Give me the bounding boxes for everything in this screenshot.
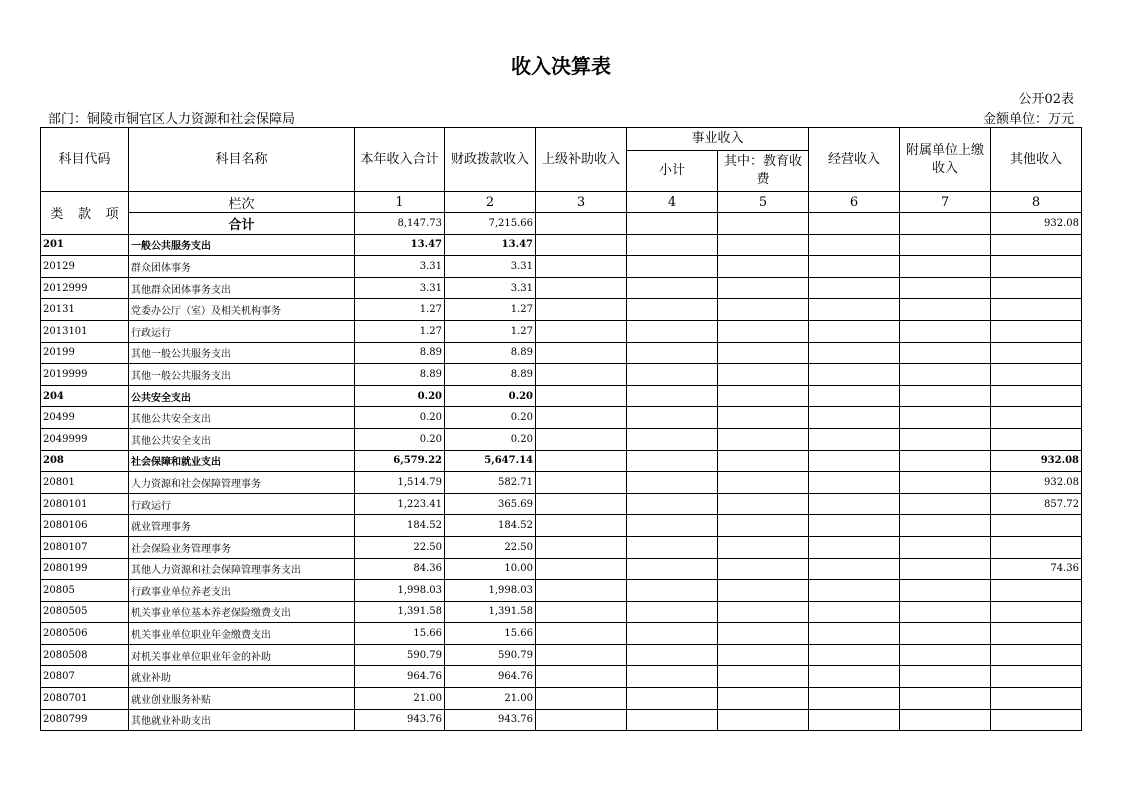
- business-edu-cell: [718, 493, 809, 515]
- table-row: [41, 428, 1082, 450]
- subject-code-cell: 2080508: [41, 644, 129, 666]
- business-subtotal-cell: [627, 342, 718, 364]
- department-label: 部门：铜陵市铜官区人力资源和社会保障局: [48, 112, 296, 127]
- subject-name-cell: 对机关事业单位职业年金的补助: [129, 644, 355, 666]
- subject-code-cell: 2080107: [41, 536, 129, 558]
- other-income-cell: 932.08: [991, 450, 1082, 472]
- subject-code-cell: 20805: [41, 580, 129, 602]
- col-number: 5: [718, 192, 809, 213]
- operating-income-cell: [809, 299, 900, 321]
- subject-name-cell: 就业管理事务: [129, 515, 355, 537]
- superior-subsidy-cell: [536, 644, 627, 666]
- superior-subsidy-cell: [536, 277, 627, 299]
- other-income-cell: [991, 515, 1082, 537]
- operating-income-cell: [809, 688, 900, 710]
- table-row: [41, 320, 1082, 342]
- fiscal-appropriation-cell: 1.27: [445, 299, 536, 321]
- business-subtotal-cell: [627, 493, 718, 515]
- business-subtotal-cell: [627, 580, 718, 602]
- table-row: [41, 385, 1082, 407]
- total-income-cell: 15.66: [355, 623, 445, 645]
- superior-subsidy-cell: [536, 234, 627, 256]
- operating-income-cell: [809, 450, 900, 472]
- subject-name-cell: 就业创业服务补贴: [129, 688, 355, 710]
- subject-code-cell: 2012999: [41, 277, 129, 299]
- affiliated-income-cell: [900, 385, 991, 407]
- header-operating: 经营收入: [809, 128, 900, 192]
- affiliated-income-cell: [900, 234, 991, 256]
- operating-income-cell: [809, 666, 900, 688]
- operating-income-cell: [809, 623, 900, 645]
- subject-code-cell: 20499: [41, 407, 129, 429]
- operating-income-cell: [809, 407, 900, 429]
- other-income-cell: [991, 428, 1082, 450]
- superior-subsidy-cell: [536, 385, 627, 407]
- fiscal-appropriation-cell: 8.89: [445, 342, 536, 364]
- superior-subsidy-cell: [536, 709, 627, 731]
- fiscal-appropriation-cell: 10.00: [445, 558, 536, 580]
- header-xiang: 项: [105, 207, 119, 223]
- affiliated-income-cell: [900, 558, 991, 580]
- superior-subsidy-cell: [536, 299, 627, 321]
- total-income-cell: 964.76: [355, 666, 445, 688]
- table-row: [41, 342, 1082, 364]
- table-row: [41, 644, 1082, 666]
- other-income-cell: [991, 644, 1082, 666]
- operating-income-cell: [809, 342, 900, 364]
- total-income-cell: 590.79: [355, 644, 445, 666]
- lei-kuan-xiang-cell: [41, 192, 129, 235]
- subject-code-cell: 2080505: [41, 601, 129, 623]
- col-number: 7: [900, 192, 991, 213]
- superior-subsidy-cell: [536, 558, 627, 580]
- affiliated-income-cell: [900, 644, 991, 666]
- other-income-cell: 932.08: [991, 472, 1082, 494]
- total-row: [41, 213, 1082, 235]
- operating-income-cell: [809, 536, 900, 558]
- affiliated-income-cell: [900, 299, 991, 321]
- operating-income-cell: [809, 277, 900, 299]
- other-income-cell: [991, 342, 1082, 364]
- business-edu-cell: [718, 666, 809, 688]
- header-kuan: 款: [77, 207, 91, 223]
- operating-income-cell: [809, 385, 900, 407]
- business-edu-cell: [718, 623, 809, 645]
- business-edu-cell: [718, 234, 809, 256]
- business-subtotal-cell: [627, 320, 718, 342]
- header-affiliated: 附属单位上缴收入: [900, 128, 991, 192]
- operating-income-cell: [809, 644, 900, 666]
- subject-name-cell: 行政事业单位养老支出: [129, 580, 355, 602]
- business-edu-cell: [718, 213, 809, 235]
- fiscal-appropriation-cell: 0.20: [445, 385, 536, 407]
- superior-subsidy-cell: [536, 472, 627, 494]
- total-income-cell: 1,391.58: [355, 601, 445, 623]
- subject-code-cell: 20801: [41, 472, 129, 494]
- business-subtotal-cell: [627, 536, 718, 558]
- business-subtotal-cell: [627, 666, 718, 688]
- column-number-row: [41, 192, 1082, 213]
- table-body: [41, 192, 1082, 731]
- unit-label: 金额单位：万元: [982, 112, 1074, 127]
- affiliated-income-cell: [900, 450, 991, 472]
- business-subtotal-cell: [627, 385, 718, 407]
- total-income-cell: 21.00: [355, 688, 445, 710]
- operating-income-cell: [809, 709, 900, 731]
- subject-code-cell: 208: [41, 450, 129, 472]
- fiscal-appropriation-cell: 8.89: [445, 364, 536, 386]
- operating-income-cell: [809, 515, 900, 537]
- affiliated-income-cell: [900, 709, 991, 731]
- table-row: [41, 536, 1082, 558]
- header-business-subtotal: 小计: [627, 151, 718, 192]
- fiscal-appropriation-cell: 3.31: [445, 277, 536, 299]
- subject-code-cell: 20199: [41, 342, 129, 364]
- superior-subsidy-cell: [536, 450, 627, 472]
- operating-income-cell: [809, 428, 900, 450]
- superior-subsidy-cell: [536, 601, 627, 623]
- business-subtotal-cell: [627, 256, 718, 278]
- fiscal-appropriation-cell: 5,647.14: [445, 450, 536, 472]
- table-row: [41, 364, 1082, 386]
- other-income-cell: [991, 234, 1082, 256]
- business-subtotal-cell: [627, 299, 718, 321]
- subject-name-cell: 机关事业单位基本养老保险缴费支出: [129, 601, 355, 623]
- subject-name-cell: 其他公共安全支出: [129, 407, 355, 429]
- business-edu-cell: [718, 688, 809, 710]
- other-income-cell: [991, 277, 1082, 299]
- business-subtotal-cell: [627, 277, 718, 299]
- table-row: [41, 472, 1082, 494]
- fiscal-appropriation-cell: 1,998.03: [445, 580, 536, 602]
- subject-name-cell: 社会保险业务管理事务: [129, 536, 355, 558]
- superior-subsidy-cell: [536, 256, 627, 278]
- subject-code-cell: 2080799: [41, 709, 129, 731]
- operating-income-cell: [809, 234, 900, 256]
- affiliated-income-cell: [900, 364, 991, 386]
- business-edu-cell: [718, 342, 809, 364]
- fiscal-appropriation-cell: 964.76: [445, 666, 536, 688]
- total-income-cell: 6,579.22: [355, 450, 445, 472]
- fiscal-appropriation-cell: 13.47: [445, 234, 536, 256]
- total-income-cell: 1.27: [355, 299, 445, 321]
- subject-name-cell: 机关事业单位职业年金缴费支出: [129, 623, 355, 645]
- table-row: [41, 515, 1082, 537]
- business-subtotal-cell: [627, 515, 718, 537]
- other-income-cell: [991, 299, 1082, 321]
- business-edu-cell: [718, 407, 809, 429]
- operating-income-cell: [809, 493, 900, 515]
- table-row: [41, 688, 1082, 710]
- total-income-cell: 184.52: [355, 515, 445, 537]
- affiliated-income-cell: [900, 623, 991, 645]
- total-income-cell: 0.20: [355, 385, 445, 407]
- business-subtotal-cell: [627, 428, 718, 450]
- affiliated-income-cell: [900, 320, 991, 342]
- operating-income-cell: [809, 213, 900, 235]
- header-fiscal: 财政拨款收入: [445, 128, 536, 192]
- business-edu-cell: [718, 299, 809, 321]
- table-row: [41, 580, 1082, 602]
- superior-subsidy-cell: [536, 666, 627, 688]
- table-row: [41, 277, 1082, 299]
- business-subtotal-cell: [627, 234, 718, 256]
- other-income-cell: [991, 536, 1082, 558]
- business-subtotal-cell: [627, 558, 718, 580]
- business-subtotal-cell: [627, 407, 718, 429]
- table-row: [41, 256, 1082, 278]
- col-number: 8: [991, 192, 1082, 213]
- subject-name-cell: 就业补助: [129, 666, 355, 688]
- subject-name-cell: 其他一般公共服务支出: [129, 364, 355, 386]
- total-income-cell: 0.20: [355, 428, 445, 450]
- business-edu-cell: [718, 558, 809, 580]
- business-edu-cell: [718, 601, 809, 623]
- affiliated-income-cell: [900, 493, 991, 515]
- superior-subsidy-cell: [536, 515, 627, 537]
- table-row: [41, 299, 1082, 321]
- fiscal-appropriation-cell: 582.71: [445, 472, 536, 494]
- business-edu-cell: [718, 428, 809, 450]
- superior-subsidy-cell: [536, 623, 627, 645]
- affiliated-income-cell: [900, 428, 991, 450]
- other-income-cell: [991, 320, 1082, 342]
- business-subtotal-cell: [627, 623, 718, 645]
- subject-name-cell: 合计: [129, 213, 355, 235]
- operating-income-cell: [809, 580, 900, 602]
- form-number: 公开02表: [1018, 92, 1074, 107]
- other-income-cell: [991, 601, 1082, 623]
- business-subtotal-cell: [627, 450, 718, 472]
- affiliated-income-cell: [900, 472, 991, 494]
- business-edu-cell: [718, 364, 809, 386]
- col-number: 6: [809, 192, 900, 213]
- other-income-cell: [991, 580, 1082, 602]
- affiliated-income-cell: [900, 342, 991, 364]
- affiliated-income-cell: [900, 601, 991, 623]
- table-row: [41, 623, 1082, 645]
- total-income-cell: 1.27: [355, 320, 445, 342]
- table-row: [41, 709, 1082, 731]
- col-number: 2: [445, 192, 536, 213]
- other-income-cell: 74.36: [991, 558, 1082, 580]
- table-row: [41, 407, 1082, 429]
- table-row: [41, 666, 1082, 688]
- business-edu-cell: [718, 256, 809, 278]
- subject-code-cell: 2019999: [41, 364, 129, 386]
- header-lei: 类: [50, 207, 64, 223]
- operating-income-cell: [809, 601, 900, 623]
- affiliated-income-cell: [900, 688, 991, 710]
- business-edu-cell: [718, 450, 809, 472]
- other-income-cell: [991, 709, 1082, 731]
- fiscal-appropriation-cell: 1.27: [445, 320, 536, 342]
- business-edu-cell: [718, 320, 809, 342]
- superior-subsidy-cell: [536, 688, 627, 710]
- fiscal-appropriation-cell: 3.31: [445, 256, 536, 278]
- affiliated-income-cell: [900, 536, 991, 558]
- business-subtotal-cell: [627, 213, 718, 235]
- business-subtotal-cell: [627, 472, 718, 494]
- header-code: 科目代码: [41, 128, 129, 192]
- subject-code-cell: 2080101: [41, 493, 129, 515]
- superior-subsidy-cell: [536, 407, 627, 429]
- business-edu-cell: [718, 277, 809, 299]
- affiliated-income-cell: [900, 213, 991, 235]
- other-income-cell: [991, 623, 1082, 645]
- superior-subsidy-cell: [536, 428, 627, 450]
- table-row: [41, 493, 1082, 515]
- page-title: 收入决算表: [511, 54, 611, 78]
- total-income-cell: 3.31: [355, 277, 445, 299]
- subject-code-cell: 204: [41, 385, 129, 407]
- header-business: 事业收入: [627, 128, 809, 151]
- business-edu-cell: [718, 536, 809, 558]
- business-edu-cell: [718, 472, 809, 494]
- subject-code-cell: 20129: [41, 256, 129, 278]
- superior-subsidy-cell: [536, 213, 627, 235]
- superior-subsidy-cell: [536, 320, 627, 342]
- col-number: 3: [536, 192, 627, 213]
- subject-name-cell: 其他就业补助支出: [129, 709, 355, 731]
- fiscal-appropriation-cell: 22.50: [445, 536, 536, 558]
- other-income-cell: [991, 256, 1082, 278]
- other-income-cell: [991, 407, 1082, 429]
- subject-code-cell: 2080506: [41, 623, 129, 645]
- business-subtotal-cell: [627, 364, 718, 386]
- affiliated-income-cell: [900, 580, 991, 602]
- subject-name-cell: 社会保障和就业支出: [129, 450, 355, 472]
- subject-code-cell: 2080701: [41, 688, 129, 710]
- subject-name-cell: 其他人力资源和社会保障管理事务支出: [129, 558, 355, 580]
- business-subtotal-cell: [627, 601, 718, 623]
- business-edu-cell: [718, 515, 809, 537]
- fiscal-appropriation-cell: 21.00: [445, 688, 536, 710]
- table-row: [41, 601, 1082, 623]
- superior-subsidy-cell: [536, 364, 627, 386]
- affiliated-income-cell: [900, 256, 991, 278]
- other-income-cell: [991, 385, 1082, 407]
- subject-name-cell: 一般公共服务支出: [129, 234, 355, 256]
- business-subtotal-cell: [627, 709, 718, 731]
- subject-code-cell: 201: [41, 234, 129, 256]
- total-income-cell: 3.31: [355, 256, 445, 278]
- affiliated-income-cell: [900, 666, 991, 688]
- total-income-cell: 8.89: [355, 342, 445, 364]
- affiliated-income-cell: [900, 277, 991, 299]
- table-row: [41, 450, 1082, 472]
- affiliated-income-cell: [900, 407, 991, 429]
- fiscal-appropriation-cell: 365.69: [445, 493, 536, 515]
- fiscal-appropriation-cell: 15.66: [445, 623, 536, 645]
- fiscal-appropriation-cell: 184.52: [445, 515, 536, 537]
- subject-code-cell: 2013101: [41, 320, 129, 342]
- subject-name-cell: 党委办公厅（室）及相关机构事务: [129, 299, 355, 321]
- superior-subsidy-cell: [536, 580, 627, 602]
- operating-income-cell: [809, 558, 900, 580]
- subject-code-cell: 2080199: [41, 558, 129, 580]
- subject-name-cell: 人力资源和社会保障管理事务: [129, 472, 355, 494]
- total-income-cell: 84.36: [355, 558, 445, 580]
- other-income-cell: 932.08: [991, 213, 1082, 235]
- subject-name-cell: 群众团体事务: [129, 256, 355, 278]
- affiliated-income-cell: [900, 515, 991, 537]
- business-subtotal-cell: [627, 644, 718, 666]
- superior-subsidy-cell: [536, 493, 627, 515]
- other-income-cell: [991, 688, 1082, 710]
- fiscal-appropriation-cell: 7,215.66: [445, 213, 536, 235]
- superior-subsidy-cell: [536, 342, 627, 364]
- subject-name-cell: 行政运行: [129, 493, 355, 515]
- fiscal-appropriation-cell: 943.76: [445, 709, 536, 731]
- income-table: [40, 127, 1082, 731]
- col-number: 1: [355, 192, 445, 213]
- total-income-cell: 1,514.79: [355, 472, 445, 494]
- total-income-cell: 943.76: [355, 709, 445, 731]
- superior-subsidy-cell: [536, 536, 627, 558]
- other-income-cell: [991, 364, 1082, 386]
- table-row: [41, 558, 1082, 580]
- col-number: 4: [627, 192, 718, 213]
- business-edu-cell: [718, 644, 809, 666]
- other-income-cell: [991, 666, 1082, 688]
- table-row: [41, 234, 1082, 256]
- subject-name-cell: 其他一般公共服务支出: [129, 342, 355, 364]
- subject-name-cell: 其他公共安全支出: [129, 428, 355, 450]
- subject-code-cell: 2049999: [41, 428, 129, 450]
- subject-name-cell: 公共安全支出: [129, 385, 355, 407]
- subject-name-cell: 其他群众团体事务支出: [129, 277, 355, 299]
- total-income-cell: 8,147.73: [355, 213, 445, 235]
- fiscal-appropriation-cell: 590.79: [445, 644, 536, 666]
- other-income-cell: 857.72: [991, 493, 1082, 515]
- operating-income-cell: [809, 320, 900, 342]
- fiscal-appropriation-cell: 0.20: [445, 407, 536, 429]
- header-total: 本年收入合计: [355, 128, 445, 192]
- fiscal-appropriation-cell: 1,391.58: [445, 601, 536, 623]
- subject-code-cell: 2080106: [41, 515, 129, 537]
- business-subtotal-cell: [627, 688, 718, 710]
- total-income-cell: 1,223.41: [355, 493, 445, 515]
- header-other: 其他收入: [991, 128, 1082, 192]
- header-superior: 上级补助收入: [536, 128, 627, 192]
- operating-income-cell: [809, 256, 900, 278]
- subject-code-cell: 20131: [41, 299, 129, 321]
- operating-income-cell: [809, 364, 900, 386]
- total-income-cell: 0.20: [355, 407, 445, 429]
- total-income-cell: 1,998.03: [355, 580, 445, 602]
- header-lanci: 栏次: [129, 192, 355, 213]
- business-edu-cell: [718, 709, 809, 731]
- total-income-cell: 13.47: [355, 234, 445, 256]
- business-edu-cell: [718, 385, 809, 407]
- business-edu-cell: [718, 580, 809, 602]
- header-name: 科目名称: [129, 128, 355, 192]
- total-income-cell: 8.89: [355, 364, 445, 386]
- subject-name-cell: 行政运行: [129, 320, 355, 342]
- total-income-cell: 22.50: [355, 536, 445, 558]
- operating-income-cell: [809, 472, 900, 494]
- header-business-edu: 其中：教育收费: [718, 151, 809, 192]
- subject-code-cell: 20807: [41, 666, 129, 688]
- fiscal-appropriation-cell: 0.20: [445, 428, 536, 450]
